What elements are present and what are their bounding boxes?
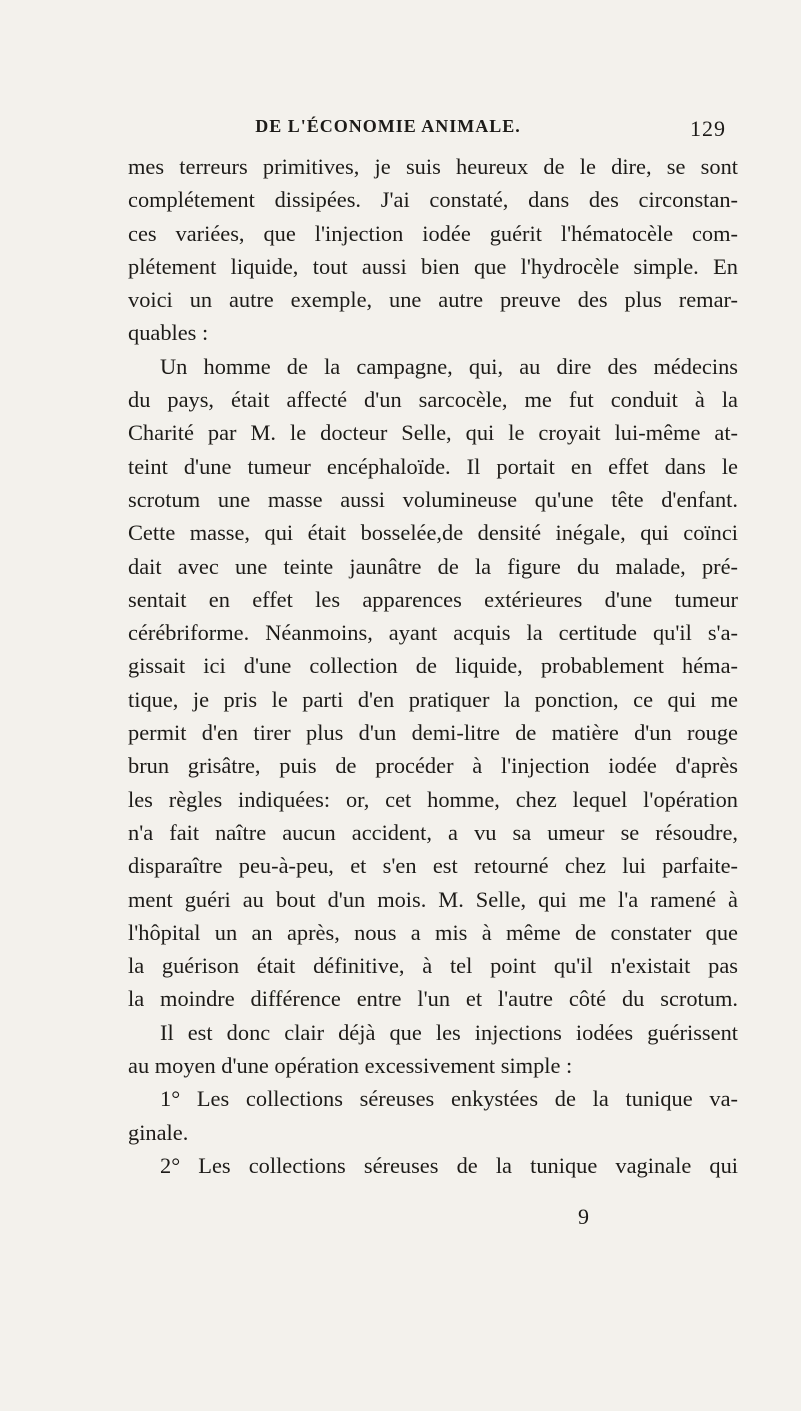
- text-line: au moyen d'une opération excessivement simple :: [128, 1053, 573, 1079]
- running-title: DE L'ÉCONOMIE ANIMALE.: [255, 116, 521, 136]
- text-line: quables :: [128, 320, 209, 346]
- text-line: dait avec une teinte jaunâtre de la figure du malade, pré-: [128, 553, 738, 579]
- text-line: Cette masse, qui était bosselée,de densité inégale, qui coïnci: [128, 520, 738, 546]
- text-line: la guérison était définitive, à tel point qu'il n'existait pas: [128, 953, 738, 979]
- text-line: sentait en effet les apparences extérieures d'une tumeur: [128, 586, 738, 612]
- text-line: Charité par M. le docteur Selle, qui le croyait lui-même at-: [128, 420, 738, 446]
- text-line: ment guéri au bout d'un mois. M. Selle, qui me l'a ramené à: [128, 886, 738, 912]
- body-text: [128, 150, 738, 1182]
- text-line: 1° Les collections séreuses enkystées de la tunique va-: [160, 1086, 738, 1112]
- page-number: 129: [690, 116, 726, 141]
- text-line: les règles indiquées: or, cet homme, chez lequel l'opération: [128, 786, 738, 812]
- text-line: scrotum une masse aussi volumineuse qu'une tête d'enfant.: [128, 486, 738, 512]
- text-line: mes terreurs primitives, je suis heureux de le dire, se sont: [128, 154, 738, 179]
- text-line: tique, je pris le parti d'en pratiquer la ponction, ce qui me: [128, 686, 738, 712]
- running-head: [130, 116, 726, 144]
- text-line: plétement liquide, tout aussi bien que l'hydrocèle simple. En: [128, 253, 738, 279]
- text-line: Un homme de la campagne, qui, au dire des médecins: [160, 353, 738, 379]
- text-line: la moindre différence entre l'un et l'autre côté du scrotum.: [128, 986, 738, 1012]
- text-line: gissait ici d'une collection de liquide, probablement héma-: [128, 653, 738, 679]
- text-line: disparaître peu-à-peu, et s'en est retourné chez lui parfaite-: [128, 853, 738, 879]
- text-line: permit d'en tirer plus d'un demi-litre de matière d'un rouge: [128, 720, 738, 746]
- text-line: voici un autre exemple, une autre preuve des plus remar-: [128, 287, 738, 313]
- text-line: teint d'une tumeur encéphaloïde. Il portait en effet dans le: [128, 453, 738, 479]
- text-line: cérébriforme. Néanmoins, ayant acquis la certitude qu'il s'a-: [128, 620, 738, 646]
- text-line: brun grisâtre, puis de procéder à l'injection iodée d'après: [128, 753, 738, 779]
- text-line: du pays, était affecté d'un sarcocèle, me fut conduit à la: [128, 387, 738, 413]
- text-line: complétement dissipées. J'ai constaté, dans des circonstan-: [128, 187, 738, 213]
- text-line: l'hôpital un an après, nous a mis à même de constater que: [128, 919, 738, 945]
- text-line: ces variées, que l'injection iodée guérit l'hématocèle com-: [128, 220, 738, 246]
- signature-mark: 9: [578, 1204, 589, 1229]
- text-line: n'a fait naître aucun accident, a vu sa umeur se résoudre,: [128, 819, 738, 845]
- text-line: Il est donc clair déjà que les injections iodées guérissent: [160, 1019, 738, 1045]
- text-line: 2° Les collections séreuses de la tunique vaginale qui: [160, 1152, 738, 1178]
- text-line: ginale.: [128, 1119, 189, 1145]
